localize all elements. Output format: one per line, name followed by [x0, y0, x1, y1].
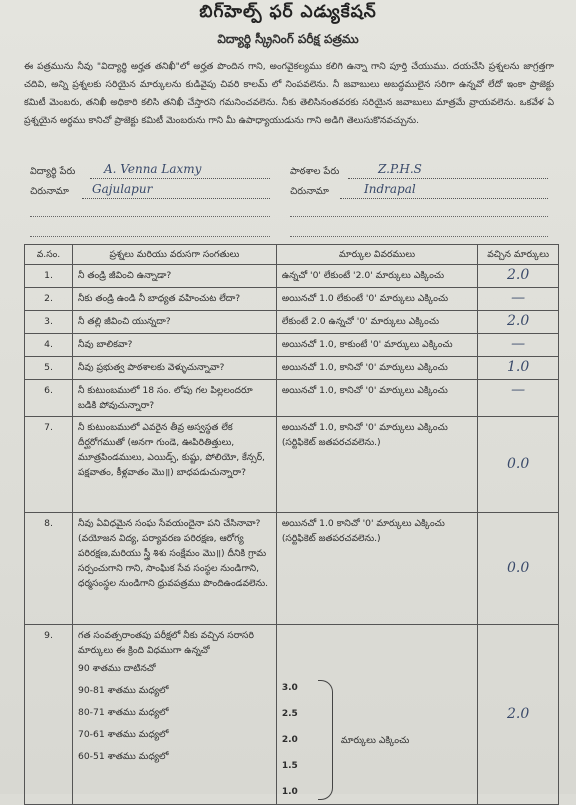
header-marks-details: మార్కుల వివరములు: [276, 245, 477, 265]
row-instruction: లేకుంటే 2.0 ఉన్నచో '0' మార్కులు ఎక్కించు: [276, 311, 477, 334]
table-row: [25, 265, 559, 288]
student-name-line: [90, 178, 270, 179]
score-value: 3.0: [281, 682, 298, 693]
row-instruction: మార్కులు ఎక్కించు: [340, 734, 410, 746]
row-question: నీ తల్లి జీవించి యున్నదా?: [72, 311, 276, 334]
table-row: [25, 357, 559, 380]
row-number: 3.: [25, 311, 73, 334]
row-mark[interactable]: 0.0: [506, 455, 530, 472]
row-number: 5.: [25, 357, 73, 380]
row-number: 2.: [25, 288, 73, 311]
score-value: 2.0: [281, 734, 298, 745]
row-instruction: అయినచో 1.0, కానిచో '0' మార్కులు ఎక్కించు: [276, 380, 477, 417]
row-number: 9.: [25, 625, 73, 805]
row-instruction: ఉన్నచో '0' లేకుంటే '2.0' మార్కులు ఎక్కించు: [276, 265, 477, 288]
address-label: చిరునామా: [30, 186, 69, 197]
row-number: 8.: [25, 513, 73, 625]
row-question: గత సంవత్సరాంతపు పరీక్షలో నీకు వచ్చిన సరాసరి మార్కులు ఈ క్రింది విధముగా ఉన్నచో: [77, 630, 254, 656]
table-row: [25, 513, 559, 625]
address-value[interactable]: Gajulapur: [92, 182, 153, 196]
address-line: [82, 198, 270, 199]
level-item: 90 శాతము దాటినచో: [77, 663, 156, 674]
instructions-paragraph: ఈ పత్రమును నీవు "విద్యార్థి అర్హత తనిఖీ"లో అర్హత పొందిన గాని, అంగవైకల్యము కలిగి ఉన్నా గాని పూర్తి చేయుము. దయచేసి ప్రశ్నలను జాగ్రత్తగా చదివి, అన్ని ప్రశ్నలకు సరియైన మార్కులను కుడివైపు చివరి కాలమ్ లో నింపవలెను. నీ జవాబులు అబద్ధములైన సరిగా ఉన్నవో లేదో ఇంకా ప్రాజెక్టు కమిటీ మెంబరు, తనిఖీ అధికారి కలిసి తనిఖీ చేస్తారని గమనించవలెను. నీకు తెలిసినంతవరకు సరియైన జవాబులు మాత్రమే వ్రాయవలెను. ఒకవేళ ఏ ప్రశ్నయైన అర్థము కానిచో ప్రాజెక్టు కమిటీ మెంబరును గాని మీ ఉపాధ్యాయుడును గాని అడిగి తెలుసుకొనవచ్చును.: [24, 61, 554, 126]
row-question: నీవు ప్రభుత్వ పాఠశాలకు వెళ్ళుచున్నావా?: [72, 357, 276, 380]
level-item: 90-81 శాతము మధ్యలో: [77, 685, 169, 696]
header-question: ప్రశ్నలు మరియు వరుసగా సంగతులు: [72, 245, 276, 265]
row-mark[interactable]: —: [511, 290, 526, 306]
address2-blank-line: [290, 236, 548, 237]
row-mark[interactable]: 0.0: [506, 559, 530, 576]
row-mark[interactable]: 1.0: [506, 359, 530, 375]
row-question: నీవు బాలికవా?: [72, 334, 276, 357]
score-value: 1.0: [281, 786, 298, 797]
header-serial: వ.సం.: [25, 245, 73, 265]
row-number: 7.: [25, 417, 73, 513]
school-name-line: [348, 178, 548, 179]
address-blank-line: [30, 236, 270, 237]
school-name-value[interactable]: Z.P.H.S: [378, 162, 422, 176]
row-mark[interactable]: 2.0: [506, 705, 530, 722]
row-question: నీ కుటుంబములో ఎవరైన తీవ్ర అస్వస్థత లేక దీర్ఘరోగముతో (అనగా గుండె, ఊపిరితిత్తులు, మూత్రపిండములు, ఎయిడ్స్, కుష్టు, పోలియో, కేన్సర్, పక్షవాతం, కీళ్లవాతం మొ॥) బాధపడుచున్నారా?: [72, 417, 276, 513]
row-number: 1.: [25, 265, 73, 288]
row-mark[interactable]: 2.0: [506, 267, 530, 283]
row-instruction: అయినచో 1.0, కానిచో '0' మార్కులు ఎక్కించు (సర్టిఫికెట్ జతపరచవలెను.): [276, 417, 477, 513]
row-question: నీ తండ్రి జీవించి ఉన్నాడా?: [72, 265, 276, 288]
address2-line: [340, 198, 548, 199]
table-row: [25, 288, 559, 311]
row-instruction: అయినచో 1.0, కాకుంటే '0' మార్కులు ఎక్కించు: [276, 334, 477, 357]
form-subtitle: విద్యార్థి స్క్రీనింగ్ పరీక్ష పత్రము: [217, 32, 359, 46]
student-name-label: విద్యార్థి పేరు: [30, 166, 76, 177]
header-marks-obtained: వచ్చిన మార్కులు: [478, 245, 559, 265]
form-title: బిగ్‌హెల్ప్ ఫర్ ఎడ్యుకేషన్: [199, 2, 377, 22]
score-values: [282, 681, 318, 800]
row-question: నీకు తండ్రి ఉండి నీ బాధ్యత వహించుట లేదా?: [72, 288, 276, 311]
row-mark[interactable]: 2.0: [506, 313, 530, 329]
level-item: 60-51 శాతము మధ్యలో: [77, 751, 169, 762]
address2-blank-line: [290, 216, 548, 217]
table-row: [25, 417, 559, 513]
table-row: [25, 625, 559, 805]
row-number: 6.: [25, 380, 73, 417]
row-instruction: అయినచో 1.0, కానిచో '0' మార్కులు ఎక్కించు: [276, 357, 477, 380]
school-name-label: పాఠశాల పేరు: [290, 166, 340, 177]
row-mark[interactable]: —: [511, 336, 526, 352]
level-item: 70-61 శాతము మధ్యలో: [77, 729, 169, 740]
score-value: 2.5: [281, 708, 298, 719]
score-value: 1.5: [281, 760, 298, 771]
address2-label: చిరునామా: [290, 186, 329, 197]
row-question: నీ కుటుంబములో 18 సం. లోపు గల పిల్లలందరూ బడికి పోవుచున్నారా?: [72, 380, 276, 417]
screening-table: [24, 244, 559, 805]
table-row: [25, 380, 559, 417]
row-instruction: అయినచో 1.0 లేకుంటే '0' మార్కులు ఎక్కించు: [276, 288, 477, 311]
percentage-levels: [78, 658, 271, 768]
address2-value[interactable]: Indrapal: [364, 182, 416, 196]
table-header-row: [25, 245, 559, 265]
student-name-value[interactable]: A. Venna Laxmy: [104, 162, 202, 176]
row-number: 4.: [25, 334, 73, 357]
row-instruction: అయినచో 1.0 కానిచో '0' మార్కులు ఎక్కించు (సర్టిఫికెట్ జతపరచవలెను.): [276, 513, 477, 625]
row-question: నీవు ఏవిధమైన సంఘ సేవయందైనా పని చేసినావా? (వయోజన విద్య, పర్యావరణ పరిరక్షణ, ఆరోగ్య పరిరక్షణ,మరియు స్త్రీ శిశు సంక్షేమం మొ॥) దీనికి గ్రామ సర్పంచుగాని గాని, సాంఘిక సేవ సంస్థల నుండిగాని, ధర్మసంస్థల నుండిగాని ధ్రువపత్రము పొందిఉండవలెను.: [72, 513, 276, 625]
table-row: [25, 311, 559, 334]
table-row: [25, 334, 559, 357]
row-mark[interactable]: —: [511, 382, 526, 398]
score-scale: [282, 680, 472, 800]
brace-icon: [318, 680, 333, 800]
level-item: 80-71 శాతము మధ్యలో: [77, 707, 169, 718]
address-blank-line: [30, 216, 270, 217]
